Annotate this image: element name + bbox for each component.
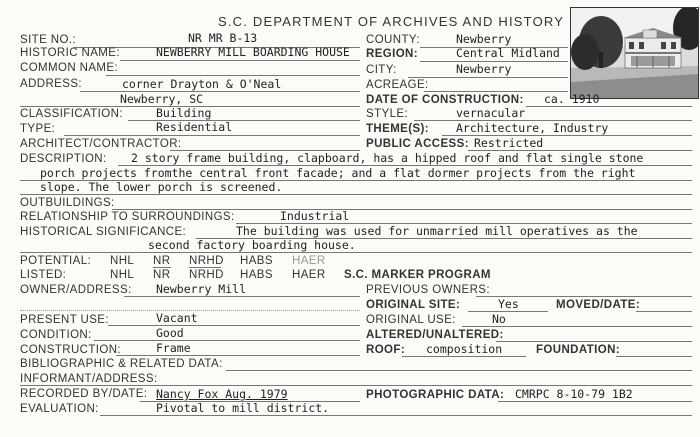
rule [616,356,692,357]
value-construction: Frame [156,341,191,355]
rule [20,194,692,195]
building-photo [570,7,699,99]
label-moved-date: MOVED/DATE: [556,299,641,311]
value-original-site: Yes [498,297,519,311]
potential-habs: HABS [240,255,273,267]
label-informant: INFORMANT/ADDRESS: [20,373,158,385]
value-photographic-data: CMRPC 8-10-79 1B2 [515,387,633,401]
label-construction: CONSTRUCTION: [20,344,122,356]
value-relationship: Industrial [280,209,350,223]
rule [226,370,692,371]
rule [462,326,692,327]
label-marker-program: S.C. MARKER PROGRAM [344,269,491,281]
value-type: Residential [156,120,233,134]
label-present-use: PRESENT USE: [20,314,109,326]
value-address-line1: corner Drayton & O'Neal [122,77,282,91]
label-owner-address: OWNER/ADDRESS: [20,284,132,296]
potential-nhl: NHL [110,255,135,267]
value-recorded-by: Nancy Fox Aug. 1979 [156,387,288,401]
value-description-line1: 2 story frame building, clapboard, has a hipped roof and flat single stone [131,151,644,165]
label-bibliographic: BIBLIOGRAPHIC & RELATED DATA: [20,358,223,370]
value-region: Central Midland [456,46,560,60]
label-description: DESCRIPTION: [20,153,107,165]
value-classification: Building [156,106,212,120]
value-public-access: Restricted [474,136,544,150]
label-public-access: PUBLIC ACCESS: [366,138,469,150]
listed-nr: NR [153,269,171,281]
value-description-line2: porch projects fromthe central front facade; and a flat dormer projects from the right [40,166,636,180]
label-classification: CLASSIFICATION: [20,108,123,120]
rule [100,415,692,416]
potential-nrhd: NRHD [189,255,224,267]
value-owner-address: Newberry Mill [156,282,247,296]
label-listed: LISTED: [20,269,67,281]
label-roof: ROOF: [366,344,406,356]
label-address: ADDRESS: [20,78,82,90]
label-city: CITY: [366,64,397,76]
rule [526,106,692,107]
value-description-line3: slope. The lower porch is screened. [40,180,283,194]
label-acreage: ACREAGE: [366,79,429,91]
label-style: STYLE: [366,108,409,120]
label-original-site: ORIGINAL SITE: [366,299,461,311]
value-historic-name: NEWBERRY MILL BOARDING HOUSE [156,45,350,59]
potential-haer: HAER [292,255,326,267]
value-themes: Architecture, Industry [456,121,609,135]
value-address-line2: Newberry, SC [120,92,204,106]
label-historic-name: HISTORIC NAME: [20,47,120,59]
value-original-use: No [492,312,506,326]
potential-nr: NR [153,255,171,267]
rule [124,296,360,297]
label-historical-significance: HISTORICAL SIGNIFICANCE: [20,226,187,238]
label-outbuildings: OUTBUILDINGS: [20,197,115,209]
label-region: REGION: [366,48,418,60]
label-architect: ARCHITECT/CONTRACTOR: [20,138,182,150]
rule [498,401,692,402]
listed-nrhd: NRHD [189,269,224,281]
label-foundation: FOUNDATION: [536,344,621,356]
photo-illustration [571,8,698,98]
rule [468,311,548,312]
rule [496,341,692,342]
label-condition: CONDITION: [20,329,92,341]
rule [94,340,360,341]
label-original-use: ORIGINAL USE: [366,314,456,326]
rule [108,325,360,326]
page-title: S.C. DEPARTMENT OF ARCHIVES AND HISTORY [218,14,565,29]
rule [636,311,692,312]
listed-nhl: NHL [110,269,135,281]
rule [116,355,360,356]
label-relationship: RELATIONSHIP TO SURROUNDINGS: [20,211,235,223]
value-evaluation: Pivotal to mill district. [156,401,330,415]
rule [468,150,692,151]
value-style: vernacular [456,106,526,120]
value-city: Newberry [456,62,512,76]
listed-habs: HABS [240,269,273,281]
value-condition: Good [156,326,184,340]
label-common-name: COMMON NAME: [20,62,119,74]
rule [106,75,360,76]
label-potential: POTENTIAL: [20,255,92,267]
label-previous-owners: PREVIOUS OWNERS: [366,284,490,296]
label-date-of-construction: DATE OF CONSTRUCTION: [366,94,524,106]
rule [402,356,526,357]
rule [112,209,692,210]
value-roof: composition [426,342,503,356]
underline-nr [153,267,171,268]
rule [408,77,568,78]
label-photographic-data: PHOTOGRAPHIC DATA: [366,389,505,401]
rule [20,385,692,386]
label-type: TYPE: [20,123,56,135]
value-county: Newberry [456,32,512,46]
value-date-of-construction: ca. 1910 [544,92,600,106]
label-evaluation: EVALUATION: [20,403,99,415]
value-present-use: Vacant [156,311,198,325]
value-site-no: NR MR B-13 [188,31,258,45]
listed-haer: HAER [292,269,326,281]
rule [64,135,360,136]
label-site-no: SITE NO.: [20,34,76,46]
label-county: COUNTY: [366,34,420,46]
underline-nrhd [189,267,221,268]
label-themes: THEME(S): [366,123,430,135]
rule [20,252,692,253]
value-historical-significance-line1: The building was used for unmarried mill operatives as the [236,224,638,238]
value-historical-significance-line2: second factory boarding house. [148,238,356,252]
label-altered: ALTERED/UNALTERED: [366,329,504,341]
rule [120,60,360,61]
label-recorded-by: RECORDED BY/DATE: [20,388,148,400]
